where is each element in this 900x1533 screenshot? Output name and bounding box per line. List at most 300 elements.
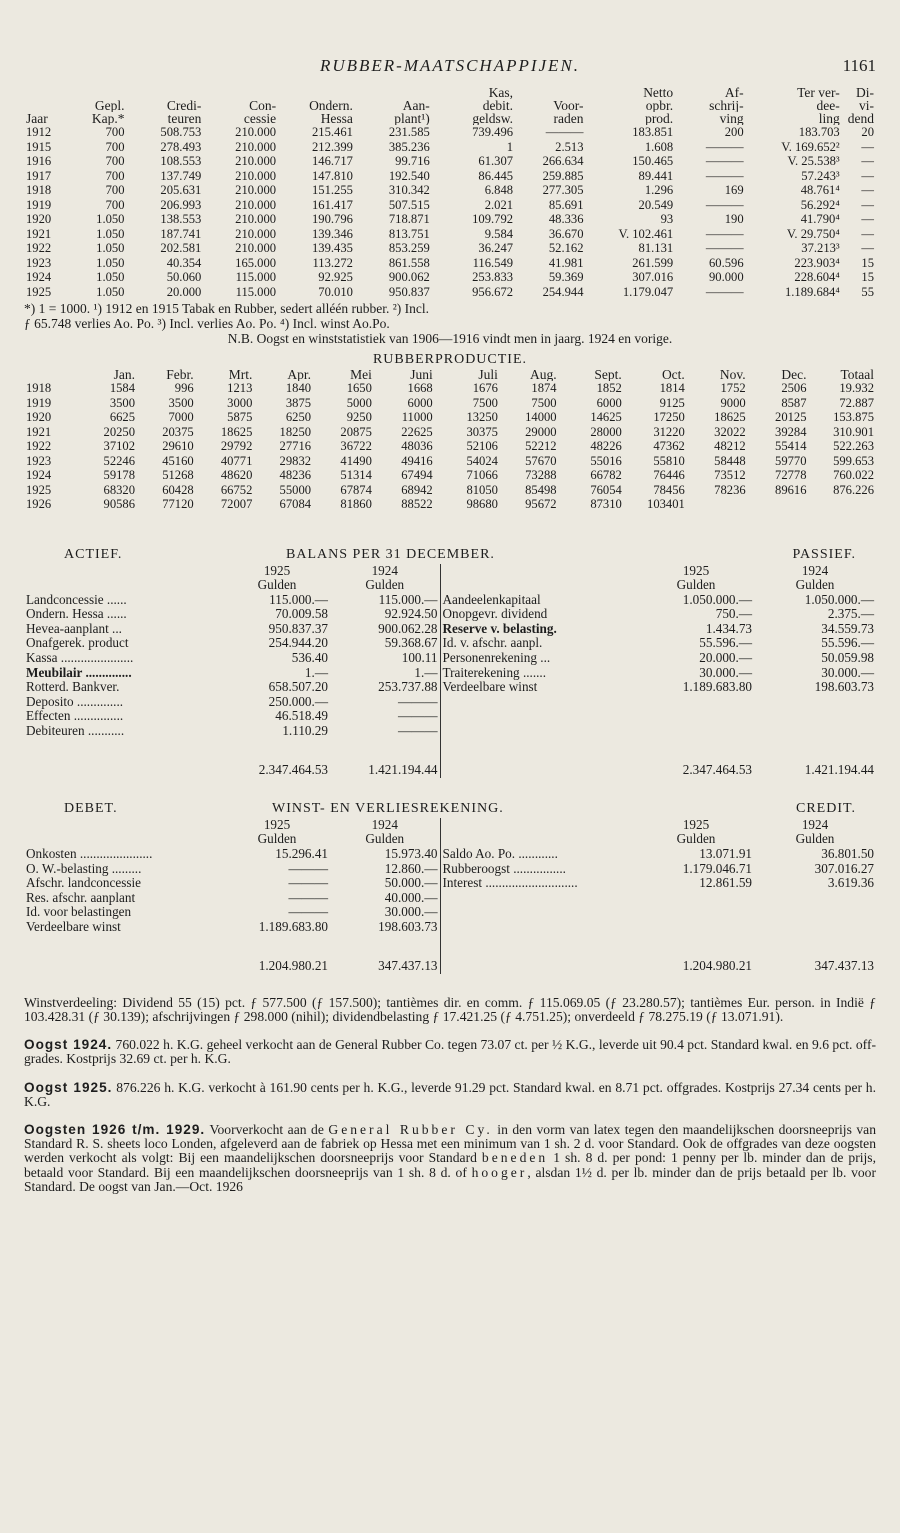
table-cell: 1840: [285, 381, 312, 395]
account-value: 254.944.20: [268, 636, 328, 651]
column-header: [203, 86, 278, 99]
table-cell: 739.496: [472, 125, 514, 139]
account-value: 250.000.—: [268, 694, 328, 709]
account-label: O. W.-belasting .........: [26, 861, 142, 876]
table-cell: 2.513: [555, 139, 584, 154]
table-cell: 876.226: [833, 482, 874, 497]
year-label: 1924: [801, 817, 829, 832]
table-cell: 1.179.047: [622, 284, 674, 299]
statistics-table: [24, 86, 876, 299]
table-cell: 47362: [653, 439, 685, 453]
table-cell: 7000: [168, 410, 194, 424]
table-cell: ———: [705, 197, 744, 212]
footnote-line: ƒ 65.748 verlies Ao. Po. ³) Incl. verlies Ao. Po. ⁴) Incl. winst Ao.Po.: [24, 316, 390, 331]
table-cell: 68320: [103, 482, 136, 497]
table-row: [24, 454, 876, 469]
account-value: 1.189.683.80: [258, 919, 328, 934]
total-row: [24, 753, 876, 778]
table-cell: 48.761⁴: [800, 183, 840, 197]
table-cell: 1917: [26, 168, 52, 183]
table-row: [24, 439, 876, 454]
table-row: [24, 241, 876, 256]
table-cell: 1923: [26, 453, 52, 468]
table-cell: 507.515: [388, 197, 430, 212]
table-cell: 183.703: [798, 125, 840, 139]
table-cell: 1921: [26, 226, 52, 241]
table-cell: 20125: [775, 410, 807, 424]
column-header: [126, 86, 203, 99]
column-header: ving: [719, 112, 744, 125]
table-cell: 1.050: [96, 226, 125, 241]
table-header-row: [24, 99, 876, 112]
column-header: teuren: [167, 112, 202, 125]
account-value: ———: [397, 724, 438, 739]
table-cell: 9.584: [484, 226, 514, 241]
table-cell: ———: [705, 154, 744, 168]
table-cell: 6000: [596, 395, 622, 410]
column-header: geldsw.: [472, 112, 514, 125]
total-value: 2.347.464.53: [682, 762, 752, 778]
account-value: 536.40: [291, 651, 328, 666]
account-value: 15.296.41: [275, 847, 328, 861]
table-cell: 147.810: [312, 168, 353, 183]
table-cell: 55016: [590, 453, 622, 468]
table-cell: 1919: [26, 395, 52, 410]
account-value: 198.603.73: [378, 919, 438, 934]
profit-loss-account: [24, 802, 876, 974]
table-cell: 1.050: [96, 284, 125, 299]
account-row: [24, 847, 876, 862]
account-label: Deposito ..............: [26, 694, 124, 709]
column-header: Aug.: [529, 368, 557, 381]
table-cell: 210.000: [235, 139, 277, 154]
account-value: 30.000.—: [699, 665, 752, 680]
table-cell: 192.540: [388, 168, 430, 183]
table-cell: 89.441: [638, 168, 674, 183]
column-header: [24, 86, 71, 99]
column-header: Aan-: [402, 99, 430, 112]
account-value: 34.559.73: [821, 621, 874, 636]
table-cell: 522.263: [833, 439, 874, 453]
table-cell: 108.553: [160, 154, 202, 168]
table-cell: 278.493: [160, 139, 202, 154]
pnl-right-heading: CREDIT.: [795, 800, 856, 816]
unit-header-row: [24, 832, 876, 847]
column-header: Con-: [249, 99, 277, 112]
table-cell: V. 169.652²: [781, 139, 840, 154]
table-cell: 55414: [775, 439, 807, 453]
table-cell: 1.050: [96, 241, 125, 255]
table-cell: 277.305: [542, 183, 584, 197]
table-cell: 60.596: [709, 255, 744, 270]
account-value: ———: [288, 905, 328, 920]
unit-label: Gulden: [795, 832, 835, 847]
table-cell: 254.944: [542, 284, 584, 299]
table-row: [24, 285, 876, 300]
account-label: Id. v. afschr. aanpl.: [440, 636, 638, 651]
table-cell: 6250: [285, 410, 312, 424]
column-header: debit.: [482, 99, 514, 112]
table-cell: 19.932: [839, 381, 874, 395]
running-head: [24, 56, 876, 86]
table-cell: 59770: [775, 453, 807, 468]
account-value: 70.009.58: [275, 607, 328, 622]
column-header: Netto: [643, 86, 674, 99]
table-cell: 215.461: [312, 125, 353, 139]
table-cell: 231.585: [388, 125, 430, 139]
table-cell: 206.993: [160, 197, 202, 212]
paragraph-emphasis: hooger: [471, 1164, 528, 1180]
account-label: Kassa ......................: [26, 651, 134, 666]
table-cell: 40.354: [166, 255, 202, 270]
total-value: 2.347.464.53: [258, 762, 328, 778]
column-header: dee-: [816, 99, 840, 112]
table-cell: 89616: [775, 482, 807, 497]
account-label: Landconcessie ......: [26, 592, 127, 607]
paragraph-text: in den vorm van latex tegen den maandelijkschen doorsneeprijs van Standard R. S. sheets loco Londen, afgeleverd aan de fabriek op Hessa met een minimum van 1 sh. 2 d. voor Standard. Ook de offgrades van deze oogsten werden verkocht als volgt: Bij een maandelijkschen doorsneeprijs voor Standard: [24, 1121, 876, 1166]
column-header: Hessa: [320, 112, 353, 125]
table-cell: 37102: [103, 439, 136, 453]
table-cell: 310.342: [388, 183, 430, 197]
table-cell: 14625: [590, 410, 622, 424]
table-cell: 212.399: [312, 139, 353, 154]
table-cell: 29792: [220, 439, 253, 453]
table-cell: 1213: [227, 381, 253, 395]
pnl-title: WINST- EN VERLIESREKENING.: [272, 800, 504, 816]
table-cell: 55000: [279, 482, 312, 497]
table-cell: 1926: [26, 497, 52, 511]
table-cell: ———: [705, 241, 744, 255]
column-header: Mrt.: [228, 368, 253, 381]
table-cell: 210.000: [235, 168, 277, 183]
table-cell: 700: [105, 183, 125, 197]
account-label: Onafgerek. product: [26, 636, 129, 651]
table-row: [24, 396, 876, 411]
table-cell: 70.010: [318, 284, 353, 299]
table-cell: 90.000: [709, 270, 744, 284]
table-cell: 67494: [401, 468, 433, 482]
column-header: Oct.: [661, 368, 685, 381]
account-label: Onopgevr. dividend: [440, 607, 638, 622]
table-cell: 51314: [340, 468, 372, 482]
account-row: [24, 622, 876, 637]
table-cell: 139.346: [312, 226, 353, 241]
unit-label: Gulden: [365, 578, 405, 593]
account-label: Rubberoogst ................: [440, 862, 638, 877]
production-table: [24, 368, 876, 512]
table-cell: 200: [724, 125, 744, 139]
table-cell: 6000: [407, 395, 433, 410]
table-cell: 72.887: [839, 395, 874, 410]
table-cell: 1: [506, 139, 514, 154]
table-cell: [687, 497, 748, 512]
table-cell: 1918: [26, 183, 52, 197]
table-cell: 1.608: [644, 139, 674, 154]
table-cell: 1921: [26, 424, 52, 439]
column-header: [24, 99, 71, 112]
table-cell: 1676: [472, 381, 498, 395]
table-cell: 48620: [220, 468, 253, 482]
column-header: Dec.: [781, 368, 807, 381]
account-value: 59.368.67: [384, 636, 438, 651]
column-header: Juli: [478, 368, 498, 381]
table-row: [24, 169, 876, 184]
table-cell: 48212: [714, 439, 746, 453]
table-cell: 99.716: [395, 154, 430, 168]
table-cell: 20.000: [166, 284, 202, 299]
account-value: 30.000.—: [384, 905, 438, 920]
table-cell: 950.837: [388, 284, 430, 299]
year-header-row: [24, 564, 876, 579]
account-value: 1.189.683.80: [682, 680, 752, 695]
table-row: [24, 425, 876, 440]
unit-label: Gulden: [257, 578, 297, 593]
account-value: 253.737.88: [378, 680, 438, 695]
column-header: dend: [847, 112, 874, 125]
table-cell: 210.000: [235, 183, 277, 197]
column-header: Totaal: [840, 368, 874, 381]
table-header-row: [24, 112, 876, 125]
column-header: Apr.: [287, 368, 312, 381]
table-cell: 718.871: [388, 212, 430, 226]
balance-left-heading: ACTIEF.: [64, 546, 123, 562]
table-cell: 18625: [220, 424, 253, 439]
table-cell: 161.417: [312, 197, 353, 212]
table-cell: 36.670: [548, 226, 584, 241]
table-cell: 956.672: [472, 284, 514, 299]
account-value: 15.973.40: [384, 847, 438, 861]
balance-sheet: [24, 548, 876, 778]
paragraph-winstverdeeling: Winstverdeeling: Dividend 55 (15) pct. ƒ 577.500 (ƒ 157.500); tantièmes dir. en comm. ƒ 115.069.05 (ƒ 23.280.57); tantièmes Eur. person. in Indië ƒ 103.428.31 (ƒ 30.139); afschrijvingen ƒ 298.000 (nihil); dividendbelasting ƒ 17.421.25 (ƒ 4.751.25); onverdeeld ƒ 78.275.19 (ƒ 13.071.91).: [24, 994, 876, 1024]
table-cell: 508.753: [160, 125, 202, 139]
table-row: [24, 468, 876, 483]
table-cell: 9250: [346, 410, 372, 424]
table-cell: 261.599: [632, 255, 674, 270]
table-cell: 1920: [26, 410, 52, 424]
table-cell: 113.272: [312, 255, 353, 270]
table-cell: 55: [861, 284, 874, 299]
table-row: [24, 410, 876, 425]
paragraph-lead: Oogst 1924.: [24, 1037, 113, 1053]
balance-right-heading: PASSIEF.: [792, 546, 856, 562]
table-cell: 76054: [590, 482, 622, 497]
table-cell: 1.296: [644, 183, 674, 197]
account-value: 50.059.98: [821, 651, 874, 666]
total-value: 1.421.194.44: [804, 762, 874, 778]
table-cell: 52.162: [548, 241, 584, 255]
table-cell: 41490: [340, 453, 372, 468]
table-cell: 11000: [401, 410, 433, 424]
account-value: 30.000.—: [821, 665, 874, 680]
table-cell: 1922: [26, 439, 52, 453]
table-cell: 52246: [103, 453, 136, 468]
account-value: 1.—: [414, 665, 438, 680]
table-cell: 48236: [279, 468, 312, 482]
table-cell: 1814: [659, 381, 685, 395]
table-cell: 36722: [340, 439, 372, 453]
table-cell: 1922: [26, 241, 52, 255]
table-cell: 98680: [466, 497, 498, 511]
account-row: [24, 876, 876, 891]
table-cell: 1924: [26, 468, 52, 482]
table-row: [24, 125, 876, 140]
table-cell: 20375: [162, 424, 194, 439]
table-cell: 58448: [714, 453, 746, 468]
table-cell: 385.236: [388, 139, 430, 154]
table-cell: 18625: [714, 410, 746, 424]
table-cell: 5000: [346, 395, 372, 410]
account-value: 36.801.50: [821, 847, 874, 861]
account-row: [24, 920, 876, 935]
table-cell: 66752: [220, 482, 253, 497]
account-value: ———: [397, 694, 438, 709]
statistics-footnotes: [24, 301, 876, 346]
table-row: [24, 154, 876, 169]
table-cell: 52212: [525, 439, 557, 453]
pnl-left-heading: DEBET.: [64, 800, 118, 816]
column-header: prod.: [645, 112, 674, 125]
account-value: 1.434.73: [705, 621, 752, 636]
account-row: [24, 680, 876, 695]
table-cell: 20875: [340, 424, 372, 439]
account-row: [24, 607, 876, 622]
table-cell: ———: [705, 168, 744, 183]
paragraph-oogst-1924: [24, 1038, 876, 1066]
table-cell: 2.021: [484, 197, 514, 212]
table-cell: 41.790⁴: [800, 212, 840, 226]
table-cell: 32022: [714, 424, 746, 439]
column-header: Ondern.: [309, 99, 353, 112]
table-cell: 146.717: [312, 154, 353, 168]
column-header: raden: [553, 112, 584, 125]
table-cell: 48226: [590, 439, 622, 453]
account-value: 950.837.37: [268, 621, 328, 636]
table-cell: 307.016: [632, 270, 674, 284]
table-cell: 210.000: [235, 241, 277, 255]
year-label: 1925: [682, 563, 710, 578]
footnote-line: N.B. Oogst en winststatistiek van 1906—1916 vindt men in jaarg. 1924 en vorige.: [227, 331, 673, 346]
account-label: Aandeelenkapitaal: [440, 593, 638, 608]
table-cell: 210.000: [235, 154, 277, 168]
account-label: Onkosten ......................: [26, 847, 153, 861]
table-cell: 760.022: [833, 468, 874, 482]
account-row: [24, 724, 876, 739]
table-cell: 210.000: [235, 212, 277, 226]
table-cell: 85498: [525, 482, 557, 497]
table-cell: 1752: [720, 381, 746, 395]
account-label: Rotterd. Bankver.: [26, 680, 120, 695]
table-cell: V. 102.461: [618, 226, 674, 241]
table-cell: 210.000: [235, 226, 277, 241]
account-label: Verdeelbare winst: [26, 919, 121, 934]
column-header: vi-: [859, 99, 874, 112]
table-cell: 93: [660, 212, 674, 226]
table-cell: —: [861, 154, 874, 168]
account-value: 115.000.—: [269, 592, 328, 607]
table-cell: —: [861, 241, 874, 255]
table-cell: 36.247: [478, 241, 514, 255]
table-cell: 137.749: [160, 168, 202, 183]
column-header: Sept.: [594, 368, 622, 381]
table-cell: 66782: [590, 468, 622, 482]
table-cell: 813.751: [388, 226, 430, 241]
column-header: Kas,: [488, 86, 514, 99]
table-header-row: [24, 86, 876, 99]
account-value: 198.603.73: [814, 680, 874, 695]
table-cell: 78236: [714, 482, 746, 497]
table-cell: 1915: [26, 139, 52, 154]
table-cell: 1.050: [96, 212, 125, 226]
table-cell: 48.336: [548, 212, 584, 226]
account-value: 750.—: [715, 607, 752, 622]
paragraph-lead: Oogsten 1926 t/m. 1929.: [24, 1121, 206, 1137]
table-cell: 18250: [279, 424, 312, 439]
column-header: Nov.: [719, 368, 746, 381]
account-label: Hevea-aanplant ...: [26, 621, 122, 636]
table-cell: 187.741: [160, 226, 202, 241]
paragraph-oogst-1925: [24, 1081, 876, 1109]
column-header: plant¹): [394, 112, 430, 125]
page: [24, 56, 876, 1194]
table-cell: 22625: [401, 424, 433, 439]
paragraph-oogsten-1926-1929: [24, 1123, 876, 1194]
account-value: 46.518.49: [275, 709, 328, 724]
table-cell: 15: [861, 255, 874, 270]
account-value: 1.050.000.—: [804, 592, 874, 607]
table-cell: 223.903⁴: [794, 255, 840, 270]
table-cell: 1920: [26, 212, 52, 226]
year-header-row: [24, 818, 876, 833]
table-row: [24, 212, 876, 227]
account-row: [24, 862, 876, 877]
table-cell: 27716: [279, 439, 312, 453]
table-cell: 1874: [531, 381, 557, 395]
table-cell: 310.901: [833, 424, 874, 439]
table-cell: 67084: [279, 497, 312, 511]
table-cell: 57.243³: [801, 168, 840, 183]
table-cell: 1852: [596, 381, 622, 395]
year-label: 1925: [263, 563, 291, 578]
unit-label: Gulden: [365, 832, 405, 847]
table-cell: 700: [105, 168, 125, 183]
account-row: [24, 651, 876, 666]
table-cell: 1.189.684⁴: [784, 284, 840, 299]
table-cell: 30375: [466, 424, 498, 439]
table-cell: 8587: [781, 395, 807, 410]
table-cell: 6625: [109, 410, 136, 424]
table-cell: 1923: [26, 255, 52, 270]
table-cell: 165.000: [235, 255, 277, 270]
table-cell: 253.833: [472, 270, 514, 284]
table-cell: 78456: [653, 482, 685, 497]
table-cell: 139.435: [312, 241, 353, 255]
paragraph-company: General Rubber Cy.: [328, 1121, 493, 1137]
column-header: Mei: [350, 368, 372, 381]
year-label: 1924: [371, 817, 398, 832]
table-cell: 49416: [401, 453, 433, 468]
table-cell: 1584: [109, 381, 136, 395]
table-cell: 151.255: [312, 183, 353, 197]
table-cell: 599.653: [833, 453, 874, 468]
account-value: 13.071.91: [699, 847, 752, 861]
table-cell: 1919: [26, 197, 52, 212]
table-cell: 95672: [525, 497, 557, 511]
account-label: Ondern. Hessa ......: [26, 607, 127, 622]
unit-label: Gulden: [795, 578, 835, 593]
column-header: Voor-: [553, 99, 584, 112]
table-cell: 73512: [714, 468, 746, 482]
total-value: 347.437.13: [814, 958, 874, 974]
